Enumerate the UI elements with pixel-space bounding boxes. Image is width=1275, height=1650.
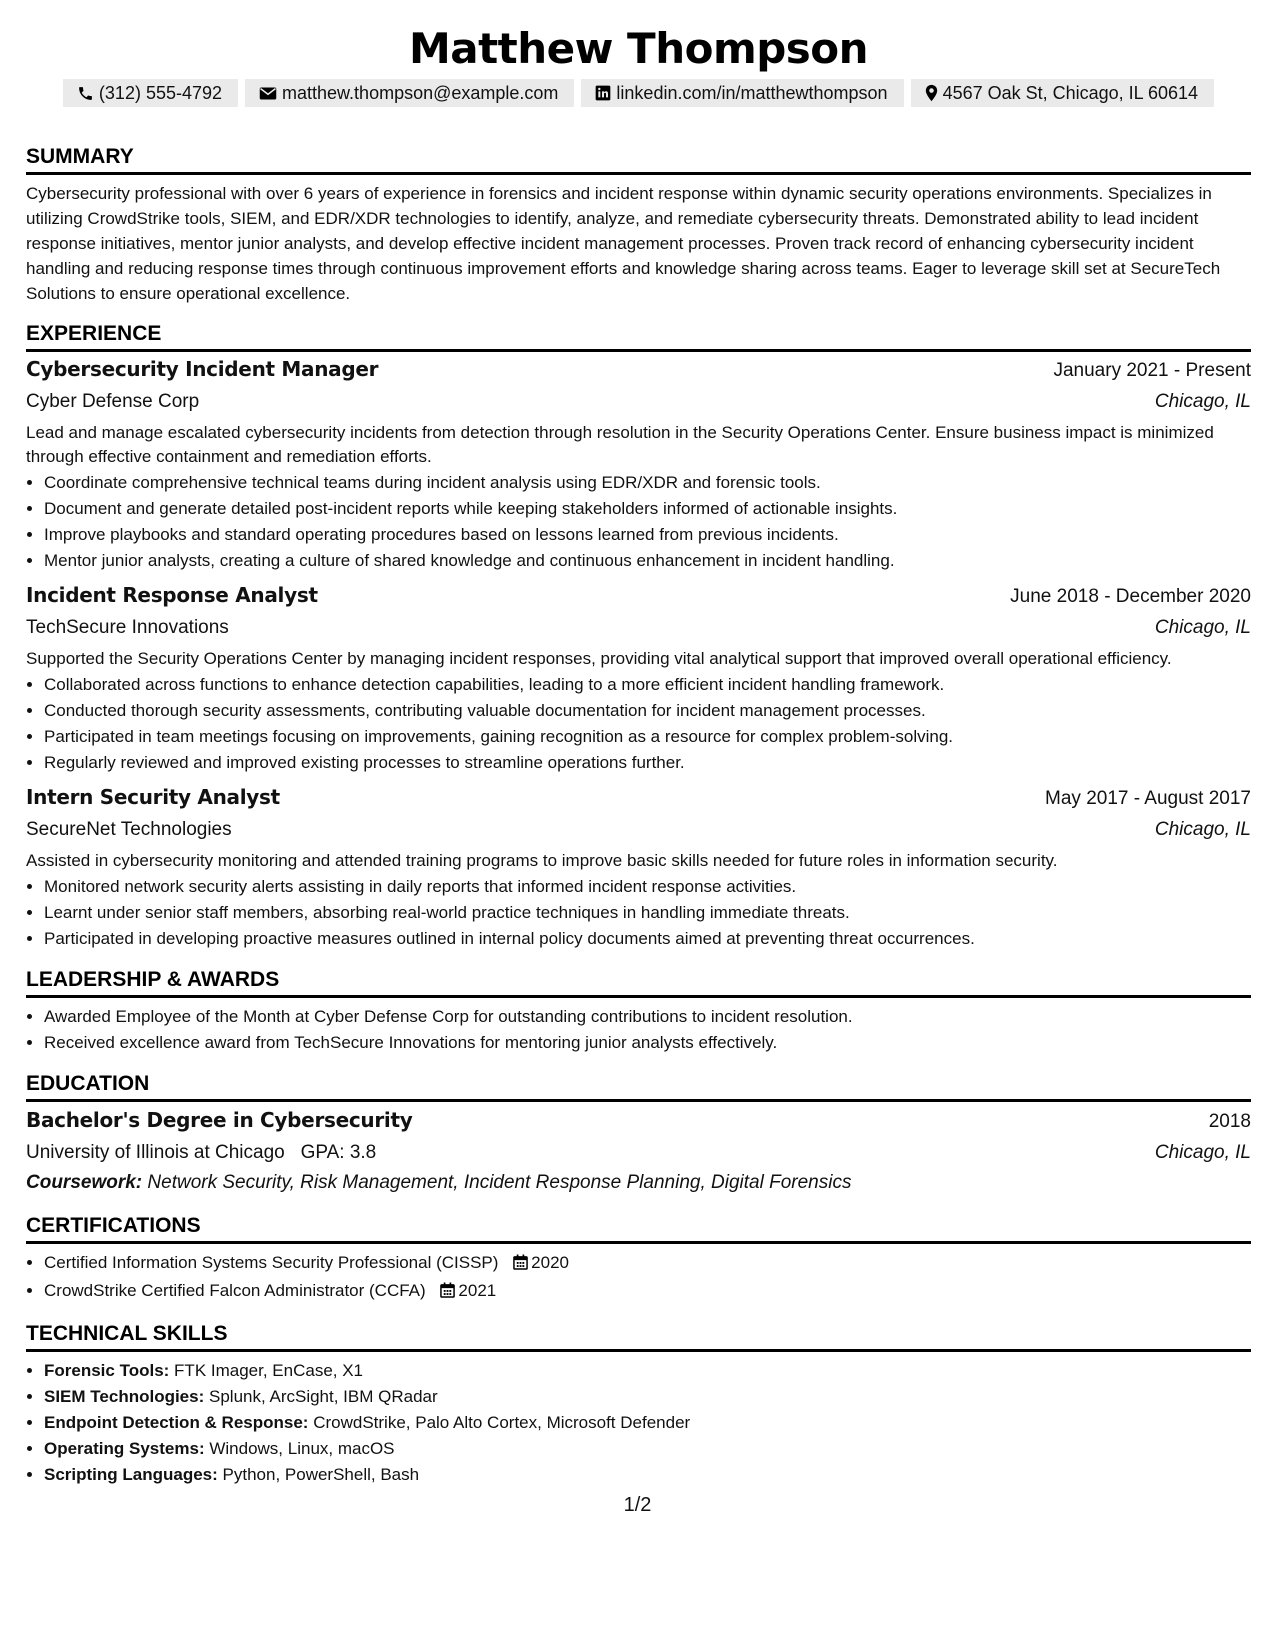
section-title: EDUCATION [26,1070,1251,1102]
contact-bar [26,79,1251,107]
candidate-name: Matthew Thompson [408,24,869,73]
skill-value: CrowdStrike, Palo Alto Cortex, Microsoft Defender [313,1413,691,1432]
section-title: CERTIFICATIONS [26,1212,1251,1244]
skills-list [26,1358,1251,1488]
linkedin-icon [595,85,611,101]
list-item: • Participated in developing proactive measures outlined in internal policy documents aimed at preventing threat occurrences. [44,926,1251,952]
list-item: • Monitored network security alerts assisting in daily reports that informed incident response activities. [44,874,1251,900]
degree-title: Bachelor's Degree in Cybersecurity [26,1108,413,1132]
page-indicator: 1/2 [623,1494,652,1516]
job-dates: June 2018 - December 2020 [1010,586,1251,607]
skill-label: Endpoint Detection & Response: [44,1413,309,1432]
job-dates: January 2021 - Present [1053,360,1251,381]
job-bullets [26,874,1251,952]
skill-label: SIEM Technologies: [44,1387,205,1406]
contact-linkedin[interactable] [581,79,903,107]
certifications-section [26,1212,1251,1306]
list-item: • Coordinate comprehensive technical teams during incident analysis using EDR/XDR and forensic tools. [44,470,1251,496]
list-item: • Collaborated across functions to enhance detection capabilities, leading to a more efficient incident handling framework. [44,672,1251,698]
list-item: • Awarded Employee of the Month at Cyber Defense Corp for outstanding contributions to incident resolution. [44,1004,1251,1030]
experience-section [26,320,1251,952]
section-title: SUMMARY [26,143,1251,175]
gpa: GPA: 3.8 [300,1142,377,1163]
job-entry [26,354,1251,574]
section-title: EXPERIENCE [26,320,1251,352]
list-item: • Regularly reviewed and improved existing processes to streamline operations further. [44,750,1251,776]
certification-year: 2021 [458,1281,497,1300]
job-description: Lead and manage escalated cybersecurity incidents from detection through resolution in the Security Operations Center. Ensure business impact is minimized through effective containment and remediation efforts. [26,423,1214,466]
job-location: Chicago, IL [1154,819,1251,840]
skill-label: Forensic Tools: [44,1361,170,1380]
list-item [44,1384,1251,1410]
list-item: • Received excellence award from TechSecure Innovations for mentoring junior analysts effectively. [44,1030,1251,1056]
skill-value: Splunk, ArcSight, IBM QRadar [209,1387,438,1406]
company-name: SecureNet Technologies [26,819,232,840]
contact-address [911,79,1215,107]
list-item [44,1278,1251,1306]
company-name: Cyber Defense Corp [26,391,200,412]
certifications-list [26,1250,1251,1306]
calendar-icon [513,1252,528,1278]
coursework-list: Network Security, Risk Management, Incident Response Planning, Digital Forensics [147,1172,852,1193]
job-description: Assisted in cybersecurity monitoring and attended training programs to improve basic skills needed for future roles in information security. [26,851,1058,870]
company-name: TechSecure Innovations [26,617,229,638]
graduation-year: 2018 [1208,1111,1251,1132]
list-item [44,1462,1251,1488]
school-name: University of Illinois at Chicago [26,1142,285,1163]
school-location: Chicago, IL [1154,1142,1251,1163]
summary-section [26,143,1251,306]
job-title: Cybersecurity Incident Manager [26,357,379,381]
certification-name: CrowdStrike Certified Falcon Administrator (CCFA) [44,1281,426,1300]
contact-email[interactable] [245,79,574,107]
address-text: 4567 Oak St, Chicago, IL 60614 [942,83,1199,103]
skill-value: Windows, Linux, macOS [209,1439,395,1458]
list-item [44,1436,1251,1462]
list-item [44,1358,1251,1384]
list-item: • Participated in team meetings focusing on improvements, gaining recognition as a resource for complex problem-solving. [44,724,1251,750]
list-item: • Improve playbooks and standard operating procedures based on lessons learned from previous incidents. [44,522,1251,548]
certification-name: Certified Information Systems Security Professional (CISSP) [44,1253,499,1272]
job-description: Supported the Security Operations Center by managing incident responses, providing vital analytical support that improved overall operational efficiency. [26,649,1172,668]
job-location: Chicago, IL [1154,391,1251,412]
calendar-icon [440,1280,455,1306]
section-title: TECHNICAL SKILLS [26,1320,1251,1352]
skill-label: Operating Systems: [44,1439,205,1458]
list-item [44,1250,1251,1278]
job-title: Incident Response Analyst [26,583,318,607]
job-entry [26,580,1251,776]
summary-text: Cybersecurity professional with over 6 years of experience in forensics and incident response within dynamic security operations environments. Specializes in utilizing CrowdStrike tools, SIEM, and EDR/XDR technologies to identify, analyze, and remediate cybersecurity threats. Demonstrated ability to lead incident response initiatives, mentor junior analysts, and develop effective incident management processes. Proven track record of enhancing cybersecurity incident handling and reducing response times through continuous improvement efforts and knowledge sharing across teams. Eager to leverage skill set at SecureTech Solutions to ensure operational excellence. [26,184,1221,303]
job-bullets [26,672,1251,776]
job-location: Chicago, IL [1154,617,1251,638]
coursework-label: Coursework: [26,1172,143,1193]
contact-phone[interactable] [63,79,238,107]
education-section [26,1070,1251,1198]
job-bullets [26,470,1251,574]
list-item: • Mentor junior analysts, creating a culture of shared knowledge and continuous enhancement in incident handling. [44,548,1251,574]
resume-page [26,0,1251,1488]
phone-text: (312) 555-4792 [98,83,223,103]
email-text: matthew.thompson@example.com [282,83,559,103]
section-title: LEADERSHIP & AWARDS [26,966,1251,998]
awards-list [26,1004,1251,1056]
job-title: Intern Security Analyst [26,785,280,809]
phone-icon [77,85,94,102]
skill-value: FTK Imager, EnCase, X1 [174,1361,364,1380]
coursework [26,1168,1251,1198]
list-item: • Conducted thorough security assessments, contributing valuable documentation for incident management processes. [44,698,1251,724]
job-entry [26,782,1251,952]
skills-section [26,1320,1251,1488]
skill-value: Python, PowerShell, Bash [222,1465,420,1484]
job-dates: May 2017 - August 2017 [1045,788,1251,809]
list-item: • Document and generate detailed post-incident reports while keeping stakeholders informed of actionable insights. [44,496,1251,522]
skill-label: Scripting Languages: [44,1465,218,1484]
linkedin-text: linkedin.com/in/matthewthompson [616,83,888,103]
list-item [44,1410,1251,1436]
map-pin-icon [925,84,938,102]
list-item: • Learnt under senior staff members, absorbing real-world practice techniques in handling immediate threats. [44,900,1251,926]
leadership-section [26,966,1251,1056]
envelope-icon [259,86,277,101]
certification-year: 2020 [531,1253,569,1272]
